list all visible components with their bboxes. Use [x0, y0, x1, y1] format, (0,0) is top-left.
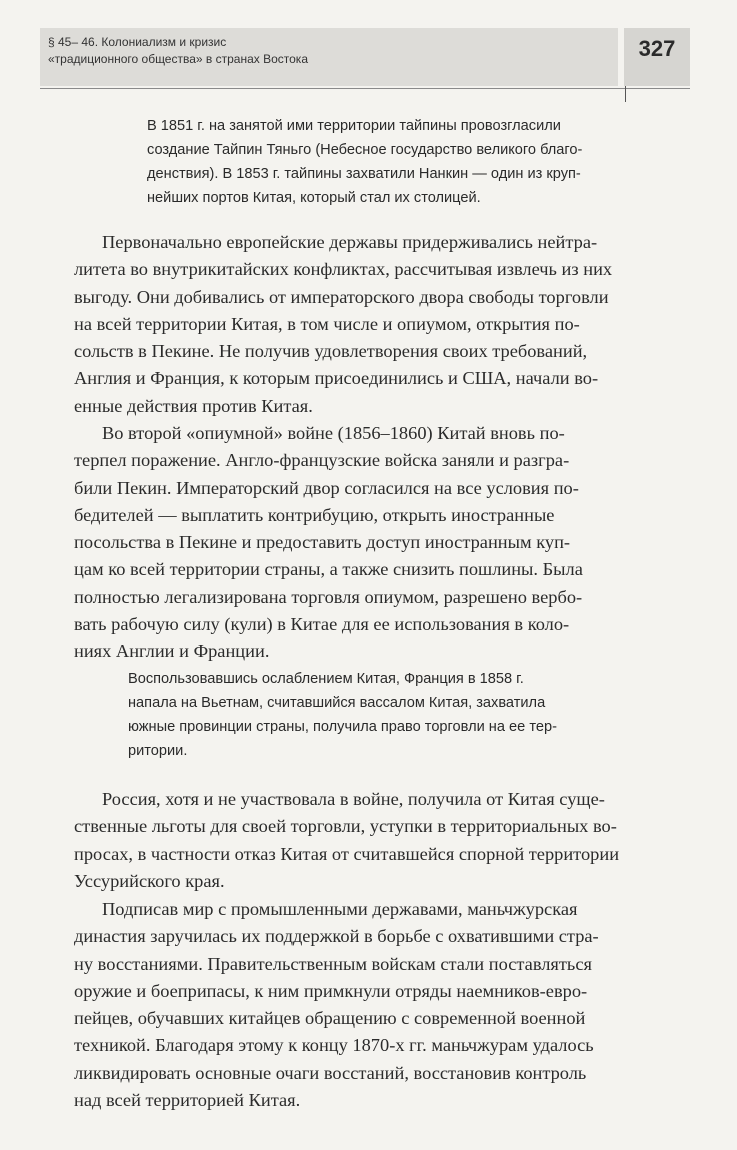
page-number: 327: [638, 36, 676, 61]
text-line: Англия и Франция, к которым присоединились и США, начали во-: [74, 368, 599, 389]
text-line: ликвидировать основные очаги восстаний, восстановив контроль: [74, 1062, 587, 1083]
text-line: просах, в частности отказ Китая от считавшейся спорной территории: [74, 843, 620, 864]
header-tick: [625, 86, 626, 102]
paragraph-second-opium-war: [74, 420, 692, 666]
text-line: на всей территории Китая, в том числе и опиумом, открытия по-: [74, 313, 580, 334]
text-line: енные действия против Китая.: [74, 395, 313, 416]
text-line: полностью легализирована торговля опиумом, разрешено вербо-: [74, 586, 583, 607]
paragraph-neutrality: [74, 229, 692, 420]
text-line: сольств в Пекине. Не получив удовлетворения своих требований,: [74, 341, 588, 362]
text-line: вать рабочую силу (кули) в Китае для ее использования в коло-: [74, 614, 570, 635]
text-line: напала на Вьетнам, считавшийся вассалом Китая, захватила: [128, 695, 546, 711]
text-line: техникой. Благодаря этому к концу 1870-х гг. маньчжурам удалось: [74, 1035, 594, 1056]
text-line: терпел поражение. Англо-французские войска заняли и разгра-: [74, 450, 570, 471]
text-line: Россия, хотя и не участвовала в войне, получила от Китая суще-: [102, 789, 605, 809]
aside-taiping: [147, 114, 692, 210]
text-line: ритории.: [128, 743, 188, 759]
text-line: нейших портов Китая, который стал их столицей.: [147, 190, 481, 206]
text-line: ну восстаниями. Правительственным войскам стали поставляться: [74, 953, 592, 974]
text-line: Во второй «опиумной» войне (1856–1860) Китай вновь по-: [102, 423, 565, 443]
text-line: цам ко всей территории страны, а также снизить пошлины. Была: [74, 559, 583, 580]
text-line: посольства в Пекине и предоставить доступ иностранным куп-: [74, 532, 571, 553]
text-line: Воспользовавшись ослаблением Китая, Франция в 1858 г.: [128, 671, 524, 687]
text-line: выгоду. Они добивались от императорского двора свободы торговли: [74, 286, 609, 307]
aside-vietnam: [128, 667, 692, 763]
text-line: Первоначально европейские державы придерживались нейтра-: [102, 232, 598, 252]
running-head-line: § 45– 46. Колониализм и кризис: [48, 35, 227, 49]
text-line: создание Тайпин Тяньго (Небесное государство великого благо-: [147, 142, 583, 158]
text-line: бедителей — выплатить контрибуцию, открыть иностранные: [74, 504, 555, 525]
text-line: над всей территорией Китая.: [74, 1090, 301, 1111]
paragraph-manchu-dynasty: [74, 896, 692, 1114]
text-line: ственные льготы для своей торговли, уступки в территориальных во-: [74, 816, 617, 837]
running-head-line: «традиционного общества» в странах Востока: [48, 52, 308, 66]
text-line: Уссурийского края.: [74, 870, 225, 891]
text-line: денствия). В 1853 г. тайпины захватили Нанкин — один из круп-: [147, 166, 581, 182]
text-line: пейцев, обучавших китайцев обращению с современной военной: [74, 1008, 586, 1029]
running-head-title: [48, 34, 608, 68]
text-line: династия заручилась их поддержкой в борьбе с охватившими стра-: [74, 926, 599, 947]
text-line: оружие и боеприпасы, к ним примкнули отряды наемников-евро-: [74, 980, 588, 1001]
text-line: ниях Англии и Франции.: [74, 641, 270, 662]
text-line: южные провинции страны, получила право торговли на ее тер-: [128, 719, 557, 735]
text-line: В 1851 г. на занятой ими территории тайпины провозгласили: [147, 118, 561, 134]
paragraph-russia: [74, 786, 692, 895]
text-line: Подписав мир с промышленными державами, маньчжурская: [102, 899, 578, 919]
text-line: били Пекин. Императорский двор согласился на все условия по-: [74, 477, 579, 498]
header-rule: [40, 88, 690, 89]
text-line: литета во внутрикитайских конфликтах, рассчитывая извлечь из них: [74, 259, 613, 280]
